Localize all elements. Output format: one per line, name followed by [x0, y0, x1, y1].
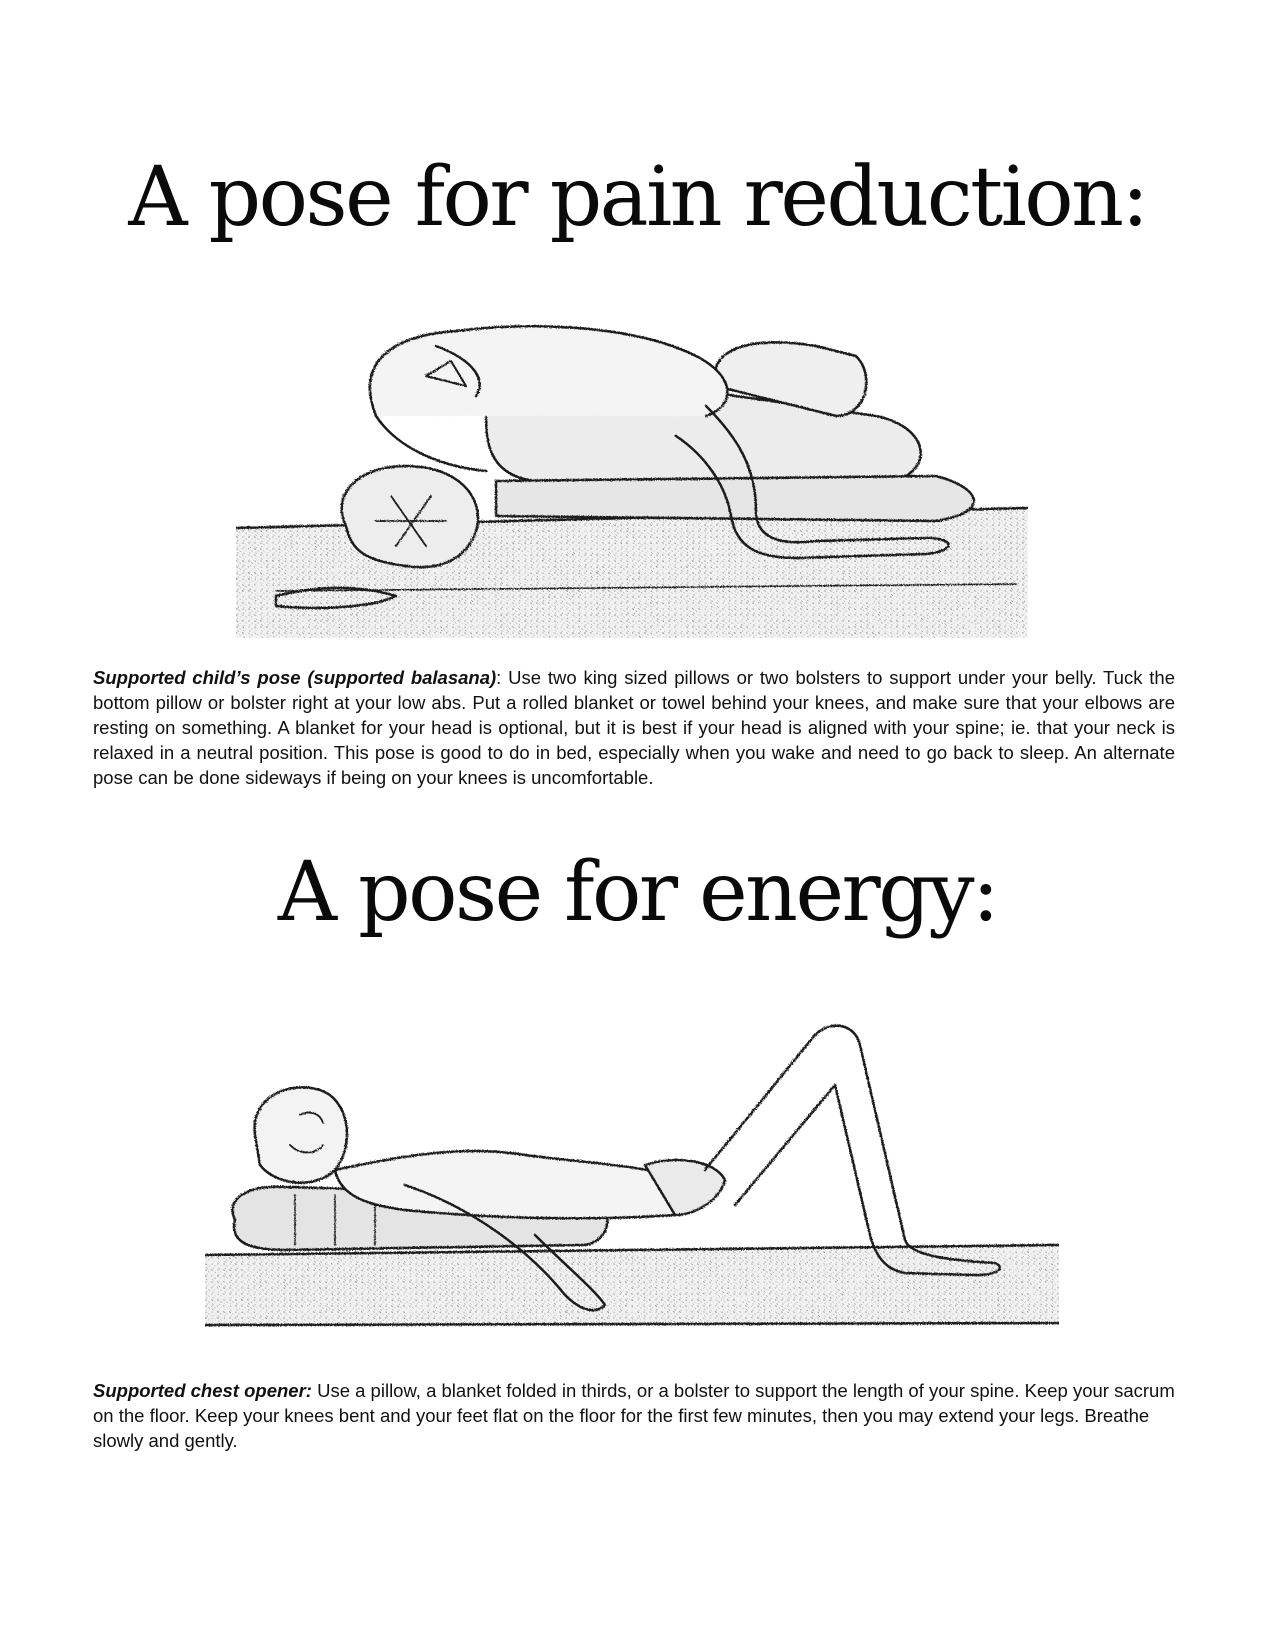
chest-opener-instructions: Use a pillow, a blanket folded in thirds, or a bolster to support the length of your spine. Keep your sacrum on the floor. Keep your knees bent and your feet flat on the floor for the first few minutes, then you may extend your legs. Breathe slowly and gently. — [93, 1380, 1175, 1451]
chest-opener-description — [93, 1378, 1175, 1453]
supported-chest-opener-illustration — [205, 1005, 1059, 1345]
section-heading-pain-reduction: A pose for pain reduction: — [128, 150, 1147, 245]
childs-pose-instructions: : Use two king sized pillows or two bolsters to support under your belly. Tuck the bottom pillow or bolster right at your low abs. Put a rolled blanket or towel behind your knees, and make sure that your elbows are resting on something. A blanket for your head is optional, but it is best if your head is aligned with your spine; ie. that your neck is relaxed in a neutral position. This pose is good to do in bed, especially when you wake and need to go back to sleep. An alternate pose can be done sideways if being on your knees is uncomfortable. — [93, 667, 1175, 788]
childs-pose-name: Supported child’s pose (supported balasana) — [93, 667, 497, 688]
supported-childs-pose-illustration — [236, 266, 1028, 638]
childs-pose-description — [93, 665, 1175, 790]
chest-opener-name: Supported chest opener: — [93, 1380, 312, 1401]
section-heading-energy: A pose for energy: — [277, 845, 998, 940]
